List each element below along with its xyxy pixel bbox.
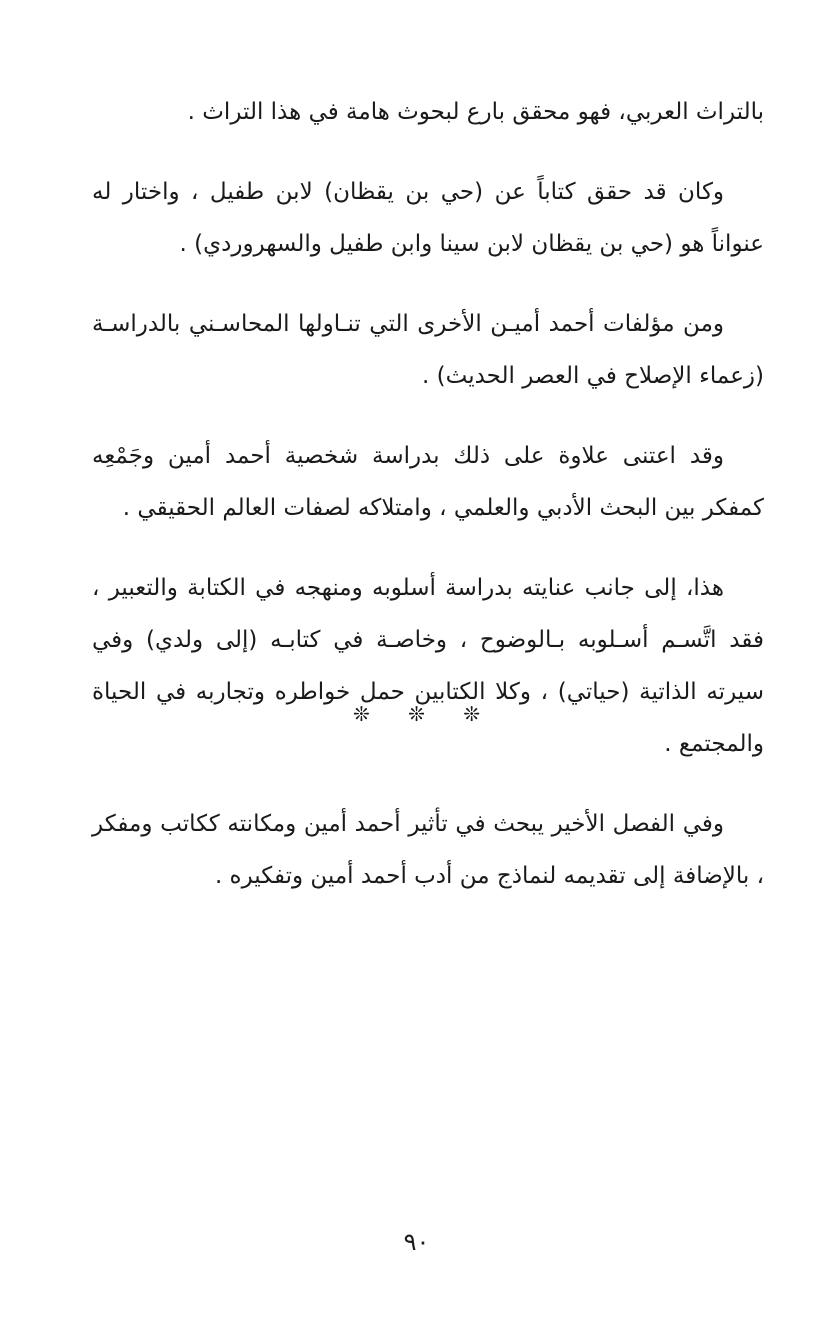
paragraph: وفي الفصل الأخير يبحث في تأثير أحمد أمين ومكانته ككاتب ومفكر ، بالإضافة إلى تقديمه لنماذج من أدب أحمد أمين وتفكيره . — [92, 811, 764, 889]
paragraph: وكان قد حقق كتاباً عن (حي بن يقظان) لابن طفيل ، واختار له عنواناً هو (حي بن يقظان لابن سينا وابن طفيل والسهروردي) . — [92, 179, 764, 257]
paragraph: وقد اعتنى علاوة على ذلك بدراسة شخصية أحمد أمين وجَمْعِه كمفكر بين البحث الأدبي والعلمي ، وامتلاكه لصفات العالم الحقيقي . — [92, 443, 764, 521]
section-separator — [0, 702, 833, 726]
paragraph: ومن مؤلفات أحمد أميـن الأخرى التي تنـاولها المحاسـني بالدراسـة (زعماء الإصلاح في العصر الحديث) . — [92, 311, 764, 389]
asterism-icon: ❊ — [408, 702, 425, 726]
paragraph-continuation: بالتراث العربي، فهو محقق بارع لبحوث هامة في هذا التراث . — [187, 99, 764, 125]
page-number: ٩٠ — [403, 1228, 430, 1256]
paragraph: هذا، إلى جانب عنايته بدراسة أسلوبه ومنهجه في الكتابة والتعبير ، فقد اتَّسـم أسـلوبه بـالوضوح ، وخاصـة في كتابـه (إلى ولدي) وفي سيرته الذاتية (حياتي) ، وكلا الكتابين حمل خواطره وتجاربه في الحياة والمجتمع . — [92, 575, 764, 757]
asterism-icon: ❊ — [463, 702, 480, 726]
asterism-icon: ❊ — [352, 702, 370, 726]
body-text — [92, 86, 764, 930]
